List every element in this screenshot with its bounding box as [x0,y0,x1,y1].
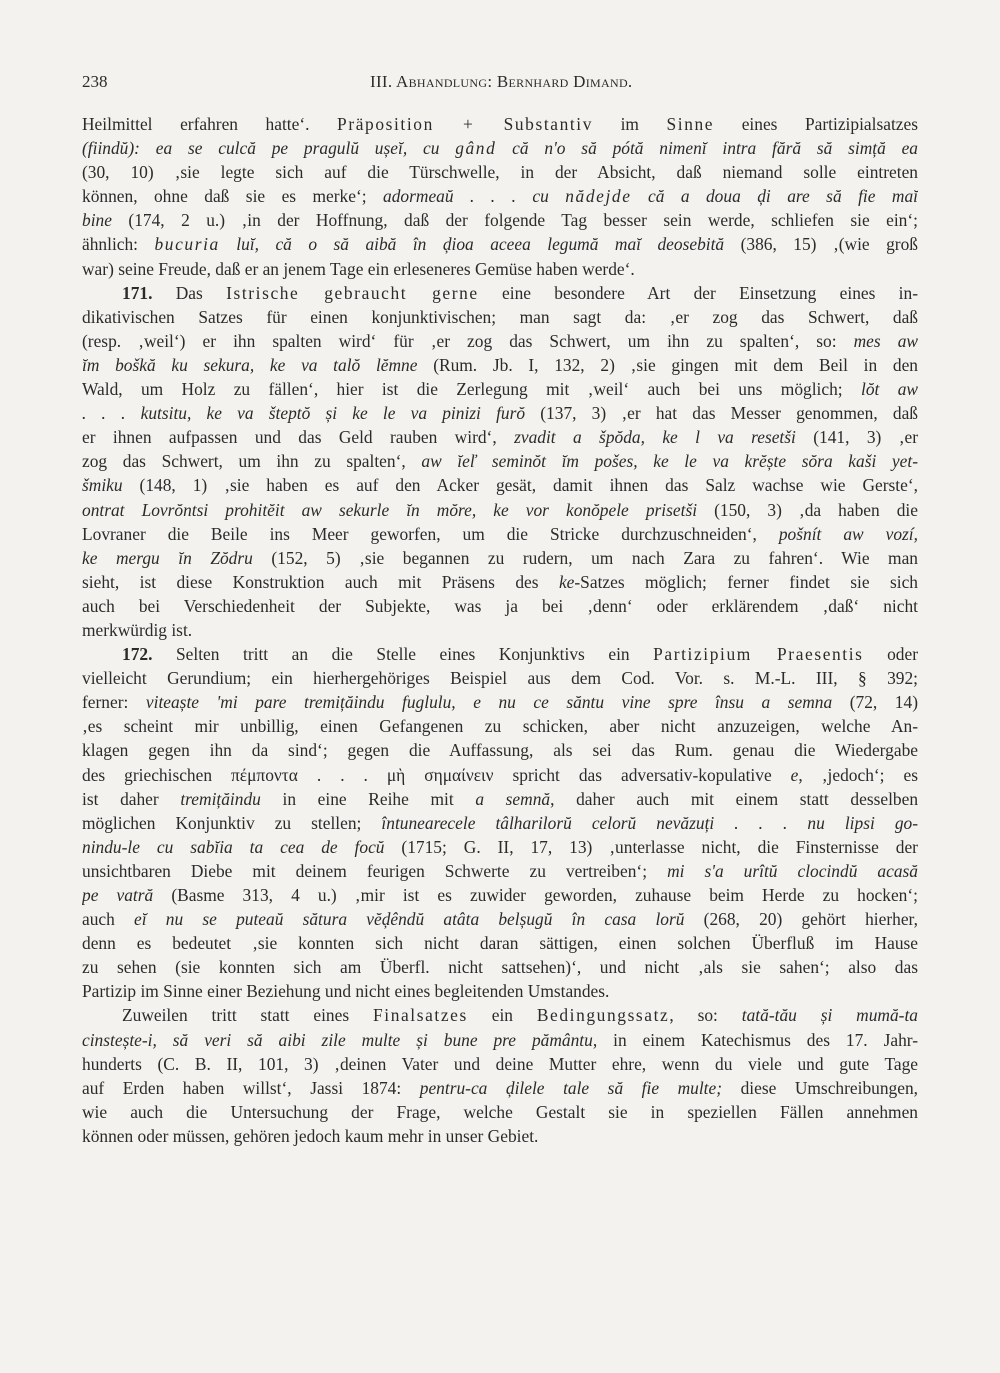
text-segment: Sinne [666,114,715,134]
text-segment: eines Partizipialsatzes [714,114,918,134]
text-segment: hunderts (C. B. II, 101, 3) ‚deinen Vater und deine Mutter ehre, wenn du viele und gute Tage [82,1053,918,1074]
text-segment: Zuweilen tritt statt eines [122,1005,373,1026]
text-line [82,859,918,883]
text-segment: ke mergu ĭn Zŏdru [82,547,253,568]
text-segment: zvadit a špŏda, ke l va resetši [514,427,796,448]
text-segment: , daher auch mit einem statt desselben [550,788,918,809]
text-line [82,835,918,859]
text-line [82,136,918,160]
text-line [82,1003,918,1027]
text-segment: eĭ nu se puteaŭ sătura vĕḑêndŭ atâta belșugŭ în casa lorŭ [134,909,685,930]
text-segment: Präposition + Substantiv [337,114,594,134]
text-segment: (Basme 313, 4 u.) ‚mir ist es zuwider geworden, zuhause beim Herde zu hocken‘; [153,885,918,905]
text-line [82,232,918,256]
text-segment: auch bei Verschiedenheit der Subjekte, was ja bei ‚denn‘ oder erklärendem ‚daß‘ nicht [82,595,918,616]
text-line [82,546,918,570]
text-segment: ferner: [82,692,146,713]
text-line [82,642,918,666]
text-segment: aw ĭeľ seminŏt ĭm pošes, ke le va krĕște sŏra kaši yet- [421,451,918,472]
text-segment: cinstește-i, să veri să aibi zile multe și bune pre pământu [82,1029,593,1050]
text-segment: pošnít aw vozí, [778,523,918,544]
text-segment: tremițăindu [180,788,261,809]
text-line [82,305,918,329]
text-segment: vielleicht Gerundium; ein hierhergehöriges Beispiel aus dem Cod. Vor. s. M.-L. III, § 392; [82,668,918,689]
text-line [82,883,918,907]
text-segment: ähnlich: [82,234,155,255]
text-segment: (141, 3) ‚er [795,427,918,448]
text-line [82,377,918,401]
text-segment: adormeaŭ . . . cu [383,186,566,207]
text-segment: (268, 20) gehört hierher, [684,909,918,930]
text-segment: 171. [122,282,153,303]
text-segment: întunearecele tâlharilorŭ celorŭ nevăzuți . . . nu lipsi go- [381,812,918,833]
text-line [82,449,918,473]
text-segment: mi s'a urîtŭ clocindŭ acasă [667,860,918,881]
text-line [82,690,918,714]
text-segment: , ‚jedoch‘; es [798,764,918,785]
text-segment: (150, 3) ‚da haben die [697,499,918,520]
text-segment: Wald, um Holz zu fällen‘, hier ist die Zerlegung mit ‚weil‘ auch bei uns möglich; [82,379,861,400]
text-segment: tată-tău și mumă-ta [741,1005,918,1026]
text-segment: diese Umschreibungen, [722,1077,918,1098]
text-segment: Partizipium Praesentis [653,644,864,665]
text-segment: -Satzes möglich; ferner findet sie sich [574,571,918,592]
text-line [82,329,918,353]
text-segment: auch [82,909,135,930]
text-segment: sieht, ist diese Konstruktion auch mit Präsens des [82,571,559,592]
text-line [82,1124,918,1148]
text-segment: möglichen Konjunktiv zu stellen; [82,812,382,833]
text-segment: ‚es scheint mir unbillig, einen Gefangenen zu schicken, aber nicht anzuzeigen, welche An- [82,716,918,737]
text-line [82,1100,918,1124]
text-line [82,498,918,522]
text-segment: unsichtbaren Diebe mit deinem feurigen Schwerte zu vertreiben‘; [82,860,668,881]
text-segment: . . . kutsitu, ke va šteptŏ și ke le va pinizi furŏ [82,403,526,424]
text-line [82,160,918,184]
text-segment: ontrat Lovrŏntsi prohitĕit aw sekurle ĭn mŏre, ke vor konŏpele prisetši [82,499,698,520]
text-segment: nădejde [565,186,632,207]
text-segment: oder [863,644,918,665]
text-line [82,257,918,281]
text-segment: , so: [669,1005,742,1026]
text-line [82,281,918,305]
text-segment: dikativischen Satzes für einen konjunktivischen; man sagt da: ‚er zog das Schwert, daß [82,306,918,327]
text-line [82,979,918,1003]
text-line [82,425,918,449]
text-segment: (Rum. Jb. I, 132, 2) ‚sie gingen mit dem Beil in den [417,354,918,375]
text-segment: 172. [122,644,153,665]
text-segment: war) seine Freude, daß er an jenem Tage ein erleseneres Gemüse haben werde‘. [82,258,635,279]
text-segment: Partizip im Sinne einer Beziehung und nicht eines begleitenden Umstandes. [82,981,610,1002]
text-segment: a semnă [475,788,551,809]
text-segment: pe vatră [82,885,154,905]
text-segment: lŏt aw [860,379,918,400]
text-line [82,594,918,618]
text-segment: (137, 3) ‚er hat das Messer genommen, daß [525,403,918,424]
text-segment: klagen gegen ihn da sind‘; gegen die Auffassung, als sei das Rum. genau die Wiedergabe [82,740,918,761]
text-line [82,401,918,425]
text-segment: ist daher [82,788,181,809]
text-segment: im [593,114,667,134]
text-segment: (72, 14) [832,692,918,713]
text-segment: gând [455,138,497,159]
text-line [82,618,918,642]
text-segment: (386, 15) ‚(wie groß [724,234,918,255]
running-head: III. Abhandlung: Bernhard Dimand. [370,72,633,91]
text-line [82,763,918,787]
text-line [82,208,918,232]
text-segment: (152, 5) ‚sie begannen zu rudern, um nach Zara zu fahren‘. Wie man [252,547,918,568]
text-segment: luĭ, că o să aibă în ḑioa aceea legumă maĭ deosebită [219,234,725,255]
text-segment: können oder müssen, gehören jedoch kaum mehr in unser Gebiet. [82,1125,539,1146]
text-segment: că a doua ḑi are să fie maĭ [631,186,918,207]
text-segment: šmiku [82,475,123,496]
text-segment: merkwürdig ist. [82,619,193,640]
text-line [82,931,918,955]
text-line [82,184,918,208]
text-line [82,473,918,497]
text-segment: in eine Reihe mit [260,788,476,809]
text-segment: (30, 10) ‚sie legte sich auf die Türschwelle, in der Absicht, daß niemand solle eintreten [82,162,918,183]
text-segment: bucuria [154,234,220,255]
text-line [82,787,918,811]
text-line [82,112,918,136]
text-segment: , in einem Katechismus des 17. Jahr- [592,1029,918,1050]
text-segment: nindu-le cu sabĭia ta cea de focŭ [82,836,385,857]
text-segment: Das [152,282,227,303]
body-text [82,112,918,1148]
text-segment: zog das Schwert, um ihn zu spalten‘, [82,451,422,472]
text-line [82,1028,918,1052]
text-segment: ke [558,571,575,592]
page-number: 238 [82,72,108,91]
text-segment: (1715; G. II, 17, 13) ‚unterlasse nicht, die Finsternisse der [384,836,918,857]
text-segment: pentru-ca ḑilele tale să fie multe; [419,1077,723,1098]
page-header [82,72,918,102]
text-segment: Lovraner die Beile ins Meer geworfen, um die Stricke durchzuschneiden‘, [82,523,779,544]
text-segment: des griechischen πέμποντα . . . μὴ σημαίνειν spricht das adversativ-kopulative [82,764,791,785]
text-line [82,738,918,762]
text-line [82,522,918,546]
text-segment: Heilmittel erfahren hatte‘. [82,114,338,134]
text-segment: ein [467,1005,537,1026]
text-segment: Finalsatzes [372,1005,468,1026]
text-segment: bine [82,210,112,231]
text-segment: Selten tritt an die Stelle eines Konjunktivs ein [152,644,654,665]
text-line [82,1076,918,1100]
text-line [82,570,918,594]
text-segment: Istrische gebraucht gerne [226,282,479,303]
text-segment: că n'o să pótă nimenĭ intra fără să simță ea [496,138,918,159]
text-segment: können, ohne daß sie es merke‘; [82,186,384,207]
text-segment: auf Erden haben willst‘, Jassi 1874: [82,1077,420,1098]
text-segment: wie auch die Untersuchung der Frage, welche Gestalt sie in speziellen Fällen annehmen [82,1101,918,1122]
text-segment: eine besondere Art der Einsetzung eines in- [478,282,918,303]
text-line [82,353,918,377]
text-segment: Bedingungssatz [536,1005,670,1026]
text-segment: viteaște 'mi pare tremițăindu fuglulu, e nu ce săntu vine spre însu a semna [145,692,833,713]
text-line [82,1052,918,1076]
text-line [82,907,918,931]
text-segment: (resp. ‚weil‘) er ihn spalten wird‘ für ‚er zog das Schwert, um ihn zu spalten‘, so: [82,330,854,351]
text-segment: denn es bedeutet ‚sie konnten sich nicht daran sättigen, einen solchen Überfluß im Hause [82,933,918,954]
text-line [82,666,918,690]
text-line [82,811,918,835]
text-segment: e [790,764,799,785]
text-line [82,714,918,738]
text-segment: ĭm boškă ku sekura, ke va talŏ lĕmne [82,354,418,375]
text-segment: (174, 2 u.) ‚in der Hoffnung, daß der folgende Tag besser sein werde, schliefen sie ein‘; [111,210,918,231]
text-segment: (fiindŭ): ea se culcă pe pragulŭ ușeĭ, cu [82,138,456,159]
text-segment: er ihnen aufpassen und das Geld rauben wird‘, [82,427,515,448]
text-segment: zu sehen (sie konnten sich am Überfl. nicht sattsehen)‘, und nicht ‚als sie sahen‘; also das [82,957,918,978]
text-segment: (148, 1) ‚sie haben es auf den Acker gesät, damit ihnen das Salz wachse wie Gerste‘, [122,475,918,496]
text-segment: mes aw [853,330,918,351]
text-line [82,955,918,979]
